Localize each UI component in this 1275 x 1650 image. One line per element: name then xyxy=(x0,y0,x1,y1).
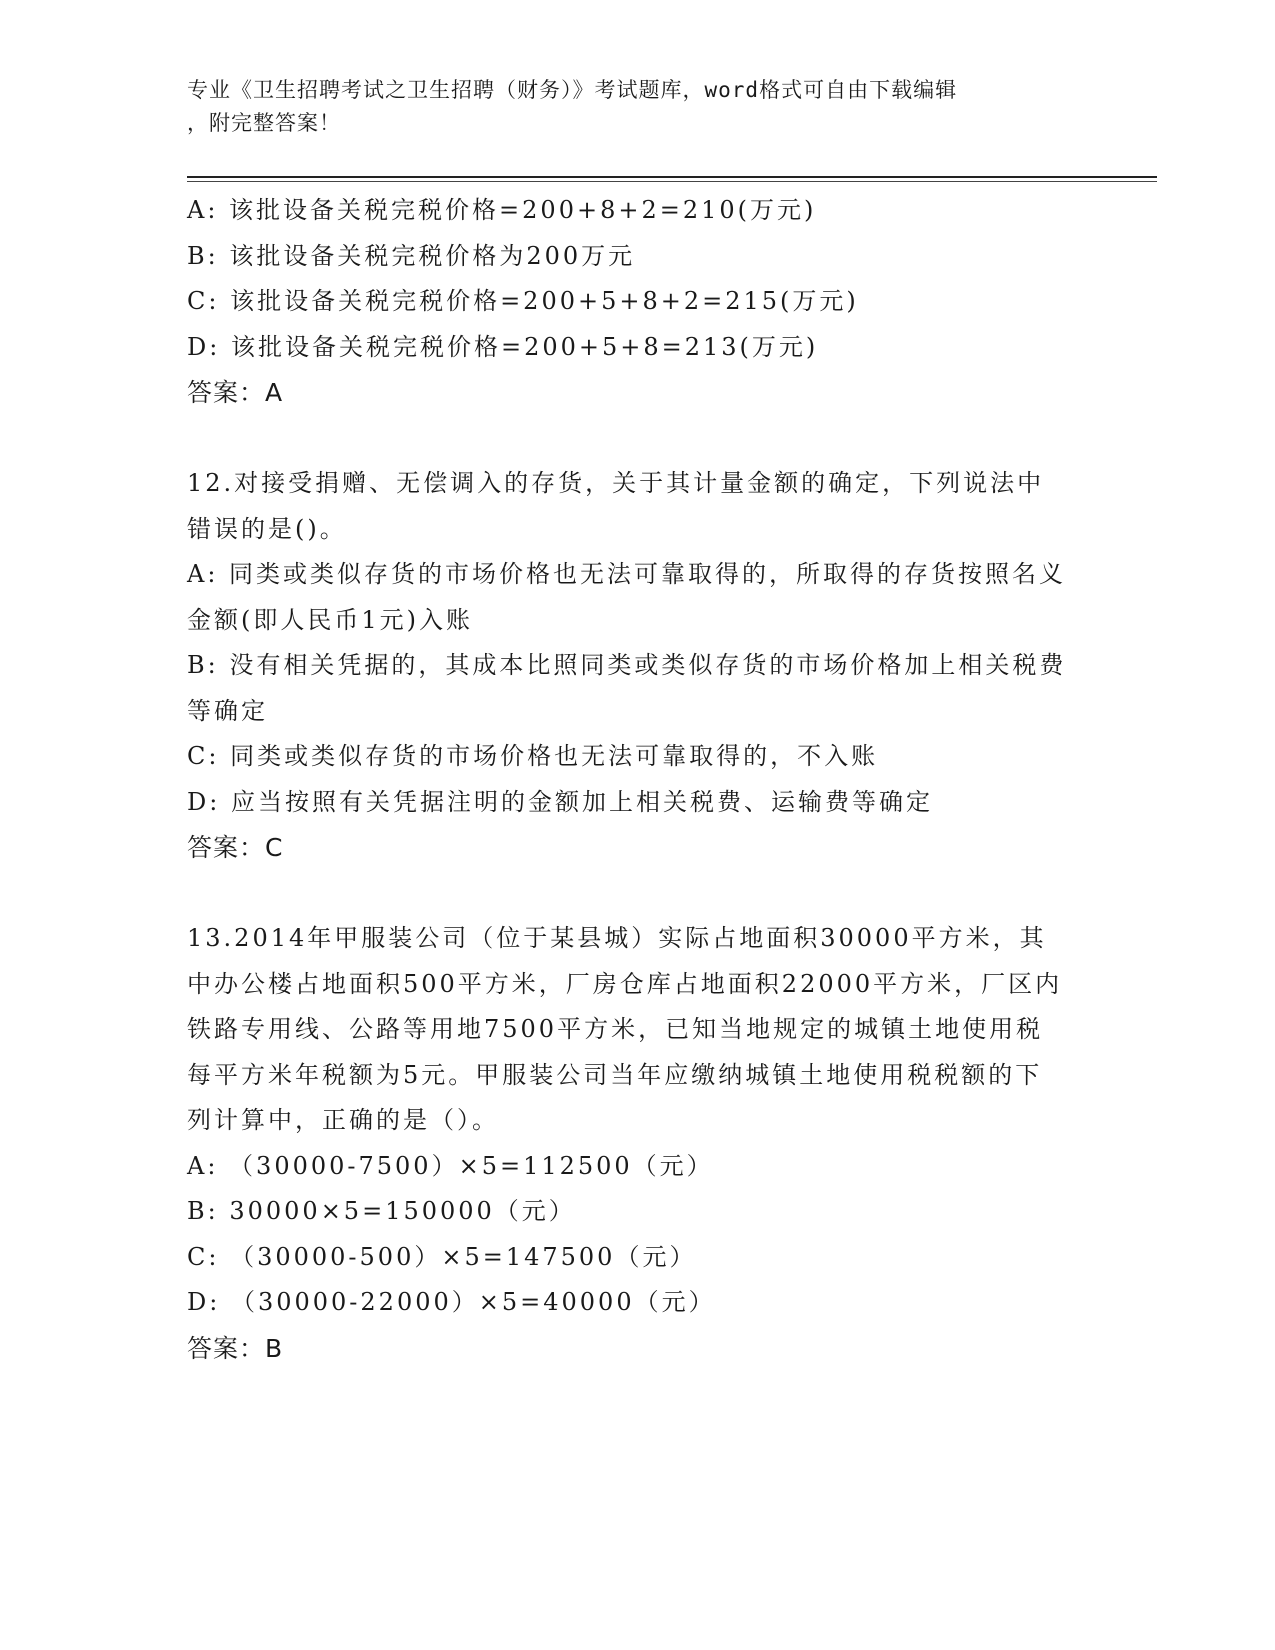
option-b: B: 没有相关凭据的，其成本比照同类或类似存货的市场价格加上相关税费等确定 xyxy=(187,651,1067,725)
answer: 答案：B xyxy=(187,1333,284,1363)
header-rule-thick xyxy=(187,176,1157,178)
option-d: D: 该批设备关税完税价格=200+5+8=213(万元) xyxy=(187,332,819,361)
option-d: D: （30000-22000）×5=40000（元） xyxy=(187,1288,716,1316)
document-header xyxy=(187,74,1087,140)
option-c: C: 该批设备关税完税价格=200+5+8+2=215(万元) xyxy=(187,287,859,315)
option-a: A: 同类或类似存货的市场价格也无法可靠取得的，所取得的存货按照名义金额(即人民币1元)入账 xyxy=(187,560,1067,634)
option-b: B: 30000×5=150000（元） xyxy=(187,1197,576,1225)
header-line-2: ，附完整答案！ xyxy=(187,111,341,135)
question-text: 13.2014年甲服装公司（位于某县城）实际占地面积30000平方米，其中办公楼占地面积500平方米，厂房仓库占地面积22000平方米，厂区内铁路专用线、公路等用地7500平方米，已知当地规定的城镇土地使用税每平方米年税额为5元。甲服装公司当年应缴纳城镇土地使用税税额的下列计算中，正确的是（）。 xyxy=(187,924,1063,1134)
question-13 xyxy=(187,916,1087,1372)
question-11 xyxy=(187,188,1087,416)
option-c: C: （30000-500）×5=147500（元） xyxy=(187,1242,697,1271)
answer: 答案：C xyxy=(187,833,284,862)
option-a: A: （30000-7500）×5=112500（元） xyxy=(187,1151,714,1180)
document-body xyxy=(187,188,1087,1372)
option-d: D: 应当按照有关凭据注明的金额加上相关税费、运输费等确定 xyxy=(187,787,933,816)
question-text: 12.对接受捐赠、无偿调入的存货，关于其计量金额的确定，下列说法中错误的是()。 xyxy=(187,469,1045,543)
question-12 xyxy=(187,461,1087,871)
header-rule-thin xyxy=(187,181,1157,182)
header-line-1: 专业《卫生招聘考试之卫生招聘（财务）》考试题库，word格式可自由下载编辑 xyxy=(187,78,958,102)
answer: 答案：A xyxy=(187,378,284,407)
option-b: B: 该批设备关税完税价格为200万元 xyxy=(187,241,636,270)
option-c: C: 同类或类似存货的市场价格也无法可靠取得的，不入账 xyxy=(187,742,879,770)
option-a: A: 该批设备关税完税价格=200+8+2=210(万元) xyxy=(187,196,817,224)
